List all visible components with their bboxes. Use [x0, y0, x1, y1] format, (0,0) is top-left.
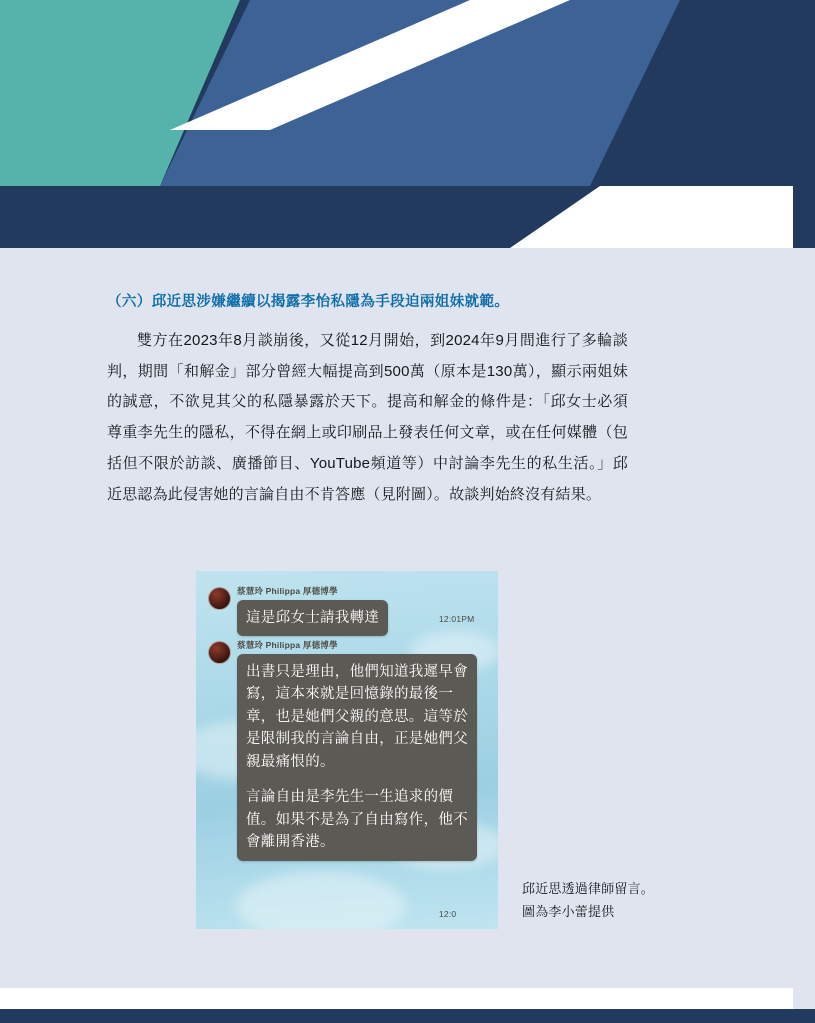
message-bubble — [237, 654, 477, 861]
chat-message — [208, 585, 388, 636]
avatar — [208, 641, 231, 664]
chat-screenshot-figure — [196, 571, 498, 929]
body-paragraph: 雙方在2023年8月談崩後，又從12月開始，到2024年9月間進行了多輪談判，期間「和解金」部分曾經大幅提高到500萬（原本是130萬），顯示兩姐妹的誠意，不欲見其父的私隱暴露於天下。提高和解金的條件是：「邱女士必須尊重李先生的隱私，不得在網上或印刷品上發表任何文章，或在任何媒體（包括但不限於訪談、廣播節目、YouTube頻道等）中討論李先生的私生活。」邱近思認為此侵害她的言論自由不肯答應（見附圖）。故談判始終沒有結果。 — [107, 331, 628, 503]
caption-line-2: 圖為李小蕾提供 — [522, 903, 615, 919]
avatar — [208, 587, 231, 610]
footer-right-strip — [793, 988, 815, 1009]
cloud-decoration — [236, 871, 406, 929]
message-bubble: 這是邱女士請我轉達 — [237, 600, 388, 636]
article-body — [107, 292, 628, 510]
chat-wallpaper — [196, 571, 498, 929]
footer-navy-bar — [0, 1009, 815, 1023]
figure-caption — [522, 878, 682, 924]
message-paragraph: 言論自由是李先生一生追求的價值。如果不是為了自由寫作，他不會離開香港。 — [246, 789, 468, 851]
message-timestamp: 12:0 — [439, 909, 457, 919]
chat-message — [208, 639, 477, 861]
section-heading: （六）邱近思涉嫌繼續以揭露李怡私隱為手段迫兩姐妹就範。 — [107, 294, 510, 310]
message-timestamp: 12:01PM — [439, 614, 475, 624]
header-right-strip — [793, 0, 815, 248]
message-paragraph: 出書只是理由，他們知道我遲早會寫，這本來就是回憶錄的最後一章，也是她們父親的意思。這等於是限制我的言論自由，正是她們父親最痛恨的。 — [246, 664, 468, 770]
caption-line-1: 邱近思透過律師留言。 — [522, 881, 655, 896]
message-sender-name: 蔡慧玲 Philippa 厚德博學 — [237, 586, 338, 596]
message-sender-name: 蔡慧玲 Philippa 厚德博學 — [237, 640, 338, 650]
